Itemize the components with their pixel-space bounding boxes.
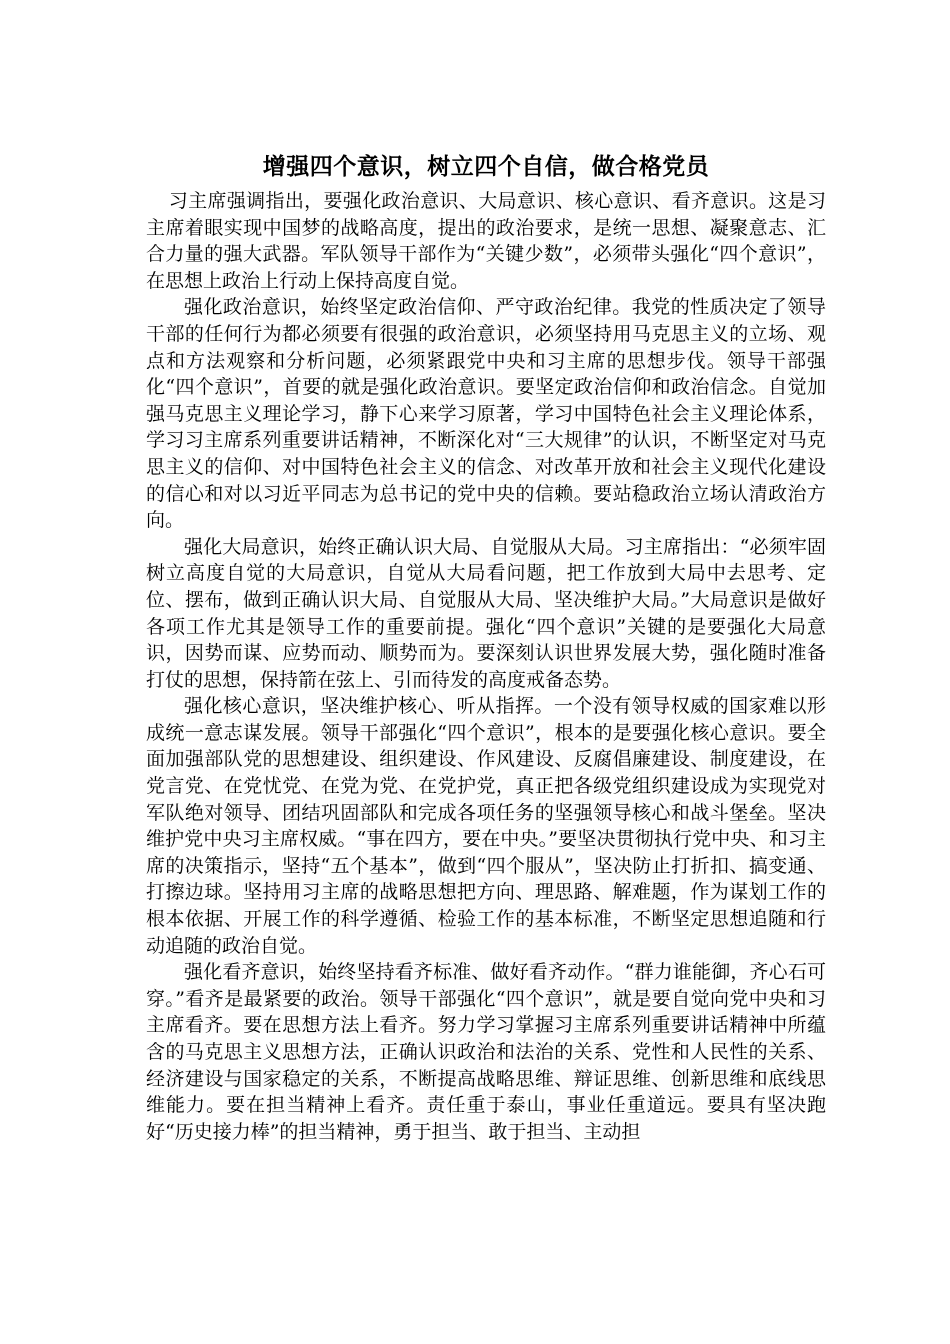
paragraph-core-awareness: 强化核心意识，坚决维护核心、听从指挥。一个没有领导权威的国家难以形成统一意志谋发展。领导干部强化“四个意识”，根本的是要强化核心意识。要全面加强部队党的思想建设、组织建设、作风建设、反腐倡廉建设、制度建设，在党言党、在党忧党、在党为党、在党护党，真正把各级党组织建设成为实现党对军队绝对领导、团结巩固部队和完成各项任务的坚强领导核心和战斗堡垒。坚决维护党中央习主席权威。“事在四方，要在中央。”要坚决贯彻执行党中央、和习主席的决策指示，坚持“五个基本”，做到“四个服从”，坚决防止打折扣、搞变通、打擦边球。坚持用习主席的战略思想把方向、理思路、解难题，作为谋划工作的根本依据、开展工作的科学遵循、检验工作的基本标准，不断坚定思想追随和行动追随的政治自觉。 xyxy=(146,695,826,957)
paragraph-intro: 习主席强调指出，要强化政治意识、大局意识、核心意识、看齐意识。这是习主席着眼实现中国梦的战略高度，提出的政治要求，是统一思想、凝聚意志、汇合力量的强大武器。军队领导干部作为“关键少数”，必须带头强化“四个意识”，在思想上政治上行动上保持高度自觉。 xyxy=(146,190,826,292)
document-page xyxy=(146,150,826,1145)
paragraph-political-awareness: 强化政治意识，始终坚定政治信仰、严守政治纪律。我党的性质决定了领导干部的任何行为都必须要有很强的政治意识，必须坚持用马克思主义的立场、观点和方法观察和分析问题，必须紧跟党中央和习主席的思想步伐。领导干部强化“四个意识”，首要的就是强化政治意识。要坚定政治信仰和政治信念。自觉加强马克思主义理论学习，静下心来学习原著，学习中国特色社会主义理论体系，学习习主席系列重要讲话精神，不断深化对“三大规律”的认识，不断坚定对马克思主义的信仰、对中国特色社会主义的信念、对改革开放和社会主义现代化建设的信心和对以习近平同志为总书记的党中央的信赖。要站稳政治立场认清政治方向。 xyxy=(146,296,826,532)
paragraph-overall-awareness: 强化大局意识，始终正确认识大局、自觉服从大局。习主席指出：“必须牢固树立高度自觉的大局意识，自觉从大局看问题，把工作放到大局中去思考、定位、摆布，做到正确认识大局、自觉服从大局、坚决维护大局。”大局意识是做好各项工作尤其是领导工作的重要前提。强化“四个意识”关键的是要强化大局意识，因势而谋、应势而动、顺势而为。要深刻认识世界发展大势，强化随时准备打仗的思想，保持箭在弦上、引而待发的高度戒备态势。 xyxy=(146,535,826,691)
document-title: 增强四个意识，树立四个自信，做合格党员 xyxy=(262,153,710,180)
paragraph-alignment-awareness: 强化看齐意识，始终坚持看齐标准、做好看齐动作。“群力谁能御，齐心石可穿。”看齐是最紧要的政治。领导干部强化“四个意识”，就是要自觉向党中央和习主席看齐。要在思想方法上看齐。努力学习掌握习主席系列重要讲话精神中所蕴含的马克思主义思想方法，正确认识政治和法治的关系、党性和人民性的关系、经济建设与国家稳定的关系，不断提高战略思维、辩证思维、创新思维和底线思维能力。要在担当精神上看齐。责任重于泰山，事业任重道远。要具有坚决跑好“历史接力棒”的担当精神，勇于担当、敢于担当、主动担 xyxy=(146,961,826,1143)
